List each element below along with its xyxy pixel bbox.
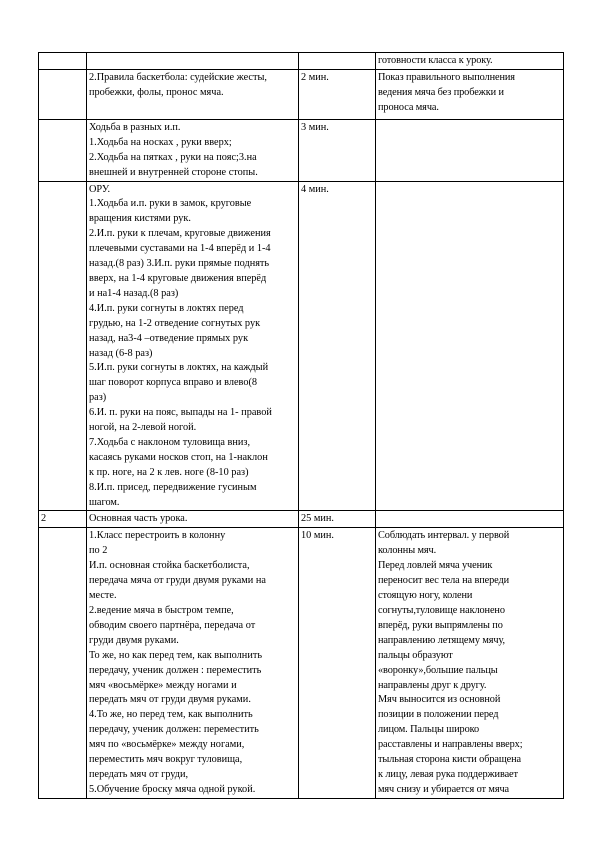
note-line: мяч снизу и убирается от мяча (378, 783, 509, 795)
method-notes-cell (376, 53, 564, 70)
note-line: «воронку»,большие пальцы (378, 664, 498, 676)
note-line: стоящую ногу, колени (378, 590, 473, 602)
row-number-cell (39, 119, 87, 181)
activity-line: 2.И.п. руки к плечам, круговые движения (89, 228, 271, 240)
note-line: расставлены и направлены вверх; (378, 739, 523, 751)
activity-line: груди двумя руками. (89, 634, 179, 646)
activity-line: по 2 (89, 545, 108, 557)
activity-content-cell (87, 119, 299, 181)
activity-line: раз) (89, 392, 107, 404)
note-line: направлены друг к другу. (378, 679, 487, 691)
activity-line: 5.И.п. руки согнуты в локтях, на каждый (89, 362, 269, 374)
note-line: готовности класса к уроку. (378, 55, 493, 66)
note-line: тыльная сторона кисти обращена (378, 754, 522, 766)
row-number-text: 2 (41, 513, 47, 525)
activity-line: пробежки, фолы, пронос мяча. (89, 86, 224, 98)
activity-line: 7.Ходьба с наклоном туловища вниз, (89, 436, 251, 448)
table-row (39, 511, 564, 528)
activity-line: передачу, ученик должен : переместить (89, 664, 262, 676)
duration-cell (299, 119, 376, 181)
note-line: Соблюдать интервал. у первой (378, 530, 510, 542)
note-line: направлению летящему мячу, (378, 634, 505, 646)
activity-line: шагом. (89, 496, 120, 508)
duration-text: 4 мин. (301, 183, 329, 195)
table-row (39, 119, 564, 181)
table-row (39, 181, 564, 511)
activity-line: 2.Ходьба на пятках , руки на пояс;3.на (89, 151, 257, 163)
activity-line: 4.То же, но перед тем, как выполнить (89, 709, 253, 721)
activity-line: передачу, ученик должен: переместить (89, 724, 259, 736)
activity-line: к пр. ноге, на 2 к лев. ноге (8-10 раз) (89, 466, 249, 478)
activity-line: ОРУ. (89, 183, 111, 195)
activity-content-cell (87, 181, 299, 511)
table-row (39, 528, 564, 798)
note-line: колонны мяч. (378, 545, 437, 557)
activity-content-cell (87, 511, 299, 528)
duration-text: 2 мин. (301, 71, 329, 83)
activity-content-cell (87, 69, 299, 119)
table-row (39, 69, 564, 119)
activity-line: Основная часть урока. (89, 513, 188, 525)
duration-cell (299, 53, 376, 70)
note-line: согнуты,туловище наклонено (378, 605, 505, 616)
duration-cell (299, 69, 376, 119)
activity-line: 8.И.п. присед, передвижение гусиным (89, 481, 257, 493)
activity-line: внешней и внутренней стороне стопы. (89, 166, 258, 178)
row-number-cell (39, 181, 87, 511)
activity-content-cell (87, 528, 299, 798)
activity-line: передать мяч от груди двумя руками. (89, 694, 251, 706)
activity-line: 5.Обучение броску мяча одной рукой. (89, 783, 256, 795)
duration-cell (299, 511, 376, 528)
note-line: проноса мяча. (378, 101, 439, 113)
row-number-cell (39, 528, 87, 798)
duration-cell (299, 528, 376, 798)
note-line: ведения мяча без пробежки и (378, 86, 504, 98)
activity-line: назад (6-8 раз) (89, 347, 153, 359)
row-number-cell (39, 511, 87, 528)
method-notes-cell (376, 181, 564, 511)
row-number-cell (39, 53, 87, 70)
activity-line: 4.И.п. руки согнуты в локтях перед (89, 302, 244, 314)
activity-line: 6.И. п. руки на пояс, выпады на 1- правой (89, 407, 272, 419)
note-line: вперёд, руки выпрямлены по (378, 619, 503, 631)
note-line: лицом. Пальцы широко (378, 724, 480, 736)
note-line: Показ правильного выполнения (378, 71, 515, 83)
activity-line: касаясь руками носков стоп, на 1-наклон (89, 451, 268, 463)
activity-line: грудью, на 1-2 отведение согнутых рук (89, 317, 261, 329)
method-notes-cell (376, 69, 564, 119)
activity-line: вращения кистями рук. (89, 213, 191, 225)
note-line: Мяч выносится из основной (378, 694, 501, 706)
duration-text: 25 мин. (301, 513, 334, 525)
activity-line: мяч «восьмёрке» между ногами и (89, 679, 237, 691)
activity-line: И.п. основная стойка баскетболиста, (89, 560, 250, 572)
lesson-plan-table (38, 52, 564, 799)
method-notes-cell (376, 528, 564, 798)
table-row (39, 53, 564, 70)
activity-line: назад, на3-4 –отведение прямых рук (89, 332, 249, 344)
activity-line: То же, но как перед тем, как выполнить (89, 649, 263, 661)
activity-line: вверх, на 1-4 круговые движения вперёд (89, 272, 267, 284)
duration-text: 10 мин. (301, 530, 334, 542)
method-notes-cell (376, 511, 564, 528)
activity-line: плечевыми суставами на 1-4 вперёд и 1-4 (89, 243, 271, 255)
note-line: к лицу, левая рука поддерживает (378, 768, 518, 780)
activity-line: переместить мяч вокруг туловища, (89, 754, 243, 766)
row-number-cell (39, 69, 87, 119)
activity-line: 1.Ходьба и.п. руки в замок, круговые (89, 198, 252, 210)
activity-line: и на1-4 назад.(8 раз) (89, 287, 179, 299)
activity-line: 1.Класс перестроить в колонну (89, 530, 226, 542)
note-line: пальцы образуют (378, 649, 453, 661)
note-line: позиции в положении перед (378, 709, 499, 721)
note-line: переносит вес тела на впереди (378, 575, 510, 587)
activity-line: 2.Правила баскетбола: судейские жесты, (89, 71, 267, 83)
activity-line: 2.ведение мяча в быстром темпе, (89, 605, 234, 616)
note-line: Перед ловлей мяча ученик (378, 560, 493, 572)
duration-text: 3 мин. (301, 121, 329, 133)
activity-line: назад.(8 раз) 3.И.п. руки прямые поднять (89, 258, 270, 270)
activity-line: 1.Ходьба на носках , руки вверх; (89, 136, 232, 148)
duration-cell (299, 181, 376, 511)
activity-line: шаг поворот корпуса вправо и влево(8 (89, 377, 258, 389)
activity-content-cell (87, 53, 299, 70)
activity-line: мяч по «восьмёрке» между ногами, (89, 739, 245, 751)
activity-line: передача мяча от груди двумя руками на (89, 575, 266, 587)
activity-line: Ходьба в разных и.п. (89, 121, 181, 133)
activity-line: ногой, на 2-левой ногой. (89, 422, 197, 434)
activity-line: передать мяч от груди, (89, 768, 189, 780)
activity-line: месте. (89, 590, 117, 602)
activity-line: обводим своего партнёра, передача от (89, 619, 256, 631)
method-notes-cell (376, 119, 564, 181)
